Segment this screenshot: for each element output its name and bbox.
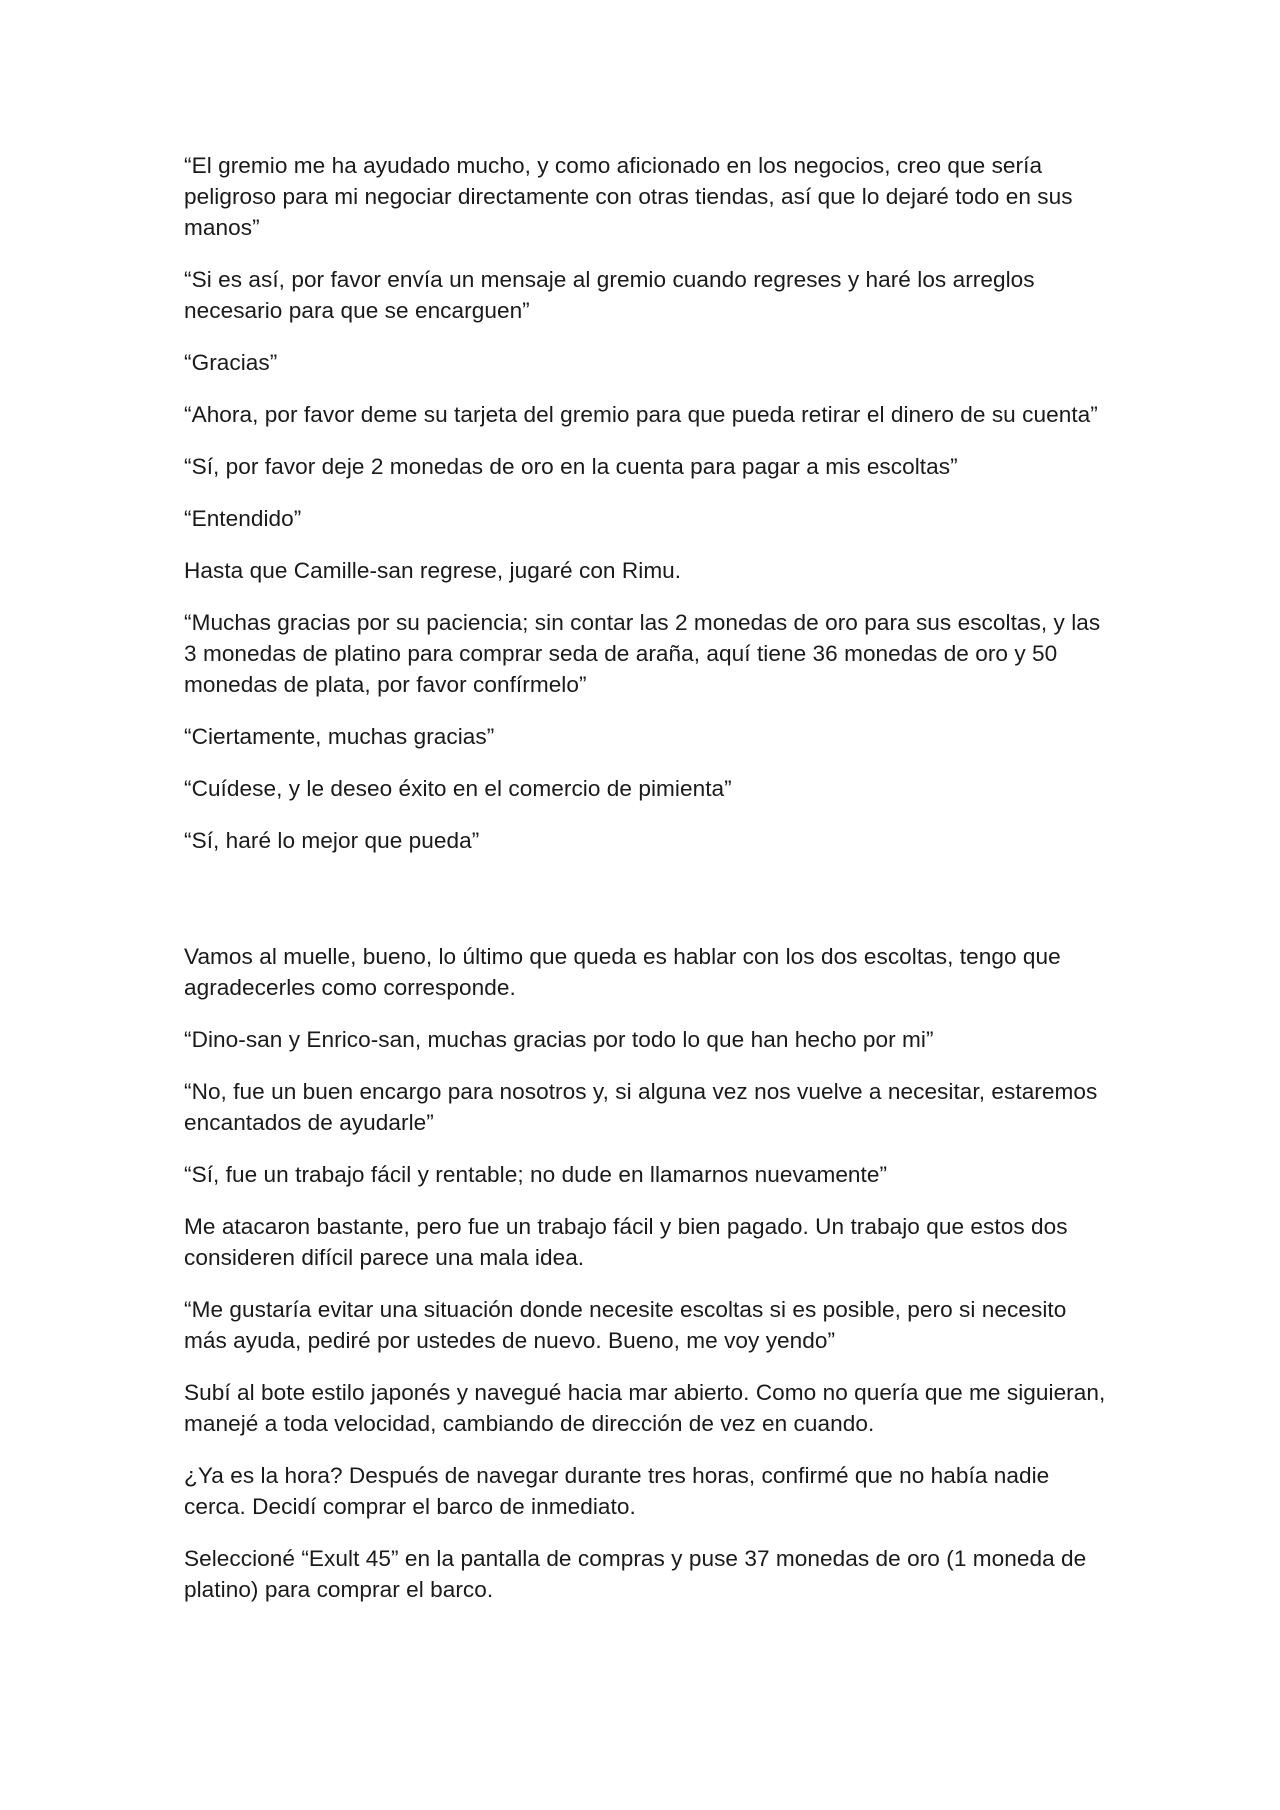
document-body	[184, 150, 1114, 1626]
paragraph: “Entendido”	[184, 506, 302, 531]
paragraph: “No, fue un buen encargo para nosotros y, si alguna vez nos vuelve a necesitar, estaremos encantados de ayudarle”	[184, 1079, 1098, 1135]
paragraph: “Cuídese, y le deseo éxito en el comercio de pimienta”	[184, 776, 732, 801]
paragraph: “Ahora, por favor deme su tarjeta del gremio para que pueda retirar el dinero de su cuenta”	[184, 402, 1098, 427]
paragraph: Hasta que Camille-san regrese, jugaré con Rimu.	[184, 558, 682, 583]
paragraph: Me atacaron bastante, pero fue un trabajo fácil y bien pagado. Un trabajo que estos dos consideren difícil parece una mala idea.	[184, 1214, 1068, 1270]
paragraph: ¿Ya es la hora? Después de navegar durante tres horas, confirmé que no había nadie cerca. Decidí comprar el barco de inmediato.	[184, 1463, 1050, 1519]
paragraph: “Ciertamente, muchas gracias”	[184, 724, 495, 749]
paragraph: “Si es así, por favor envía un mensaje al gremio cuando regreses y haré los arreglos necesario para que se encarguen”	[184, 267, 1035, 323]
paragraph: “Me gustaría evitar una situación donde necesite escoltas si es posible, pero si necesito más ayuda, pediré por ustedes de nuevo. Bueno, me voy yendo”	[184, 1297, 1067, 1353]
paragraph: Seleccioné “Exult 45” en la pantalla de compras y puse 37 monedas de oro (1 moneda de platino) para comprar el barco.	[184, 1546, 1087, 1602]
paragraph: “Sí, por favor deje 2 monedas de oro en la cuenta para pagar a mis escoltas”	[184, 454, 958, 479]
paragraph: “Muchas gracias por su paciencia; sin contar las 2 monedas de oro para sus escoltas, y las 3 monedas de platino para comprar seda de araña, aquí tiene 36 monedas de oro y 50 monedas de plata, por favor confírmelo”	[184, 610, 1101, 697]
paragraph: “El gremio me ha ayudado mucho, y como aficionado en los negocios, creo que sería peligroso para mi negociar directamente con otras tiendas, así que lo dejaré todo en sus manos”	[184, 153, 1073, 240]
paragraph: Subí al bote estilo japonés y navegué hacia mar abierto. Como no quería que me siguieran, manejé a toda velocidad, cambiando de dirección de vez en cuando.	[184, 1380, 1106, 1436]
paragraph: “Sí, fue un trabajo fácil y rentable; no dude en llamarnos nuevamente”	[184, 1162, 888, 1187]
paragraph: “Gracias”	[184, 350, 278, 375]
paragraph: “Dino-san y Enrico-san, muchas gracias por todo lo que han hecho por mi”	[184, 1027, 934, 1052]
paragraph: “Sí, haré lo mejor que pueda”	[184, 828, 480, 853]
paragraph: Vamos al muelle, bueno, lo último que queda es hablar con los dos escoltas, tengo que agradecerles como corresponde.	[184, 944, 1061, 1000]
